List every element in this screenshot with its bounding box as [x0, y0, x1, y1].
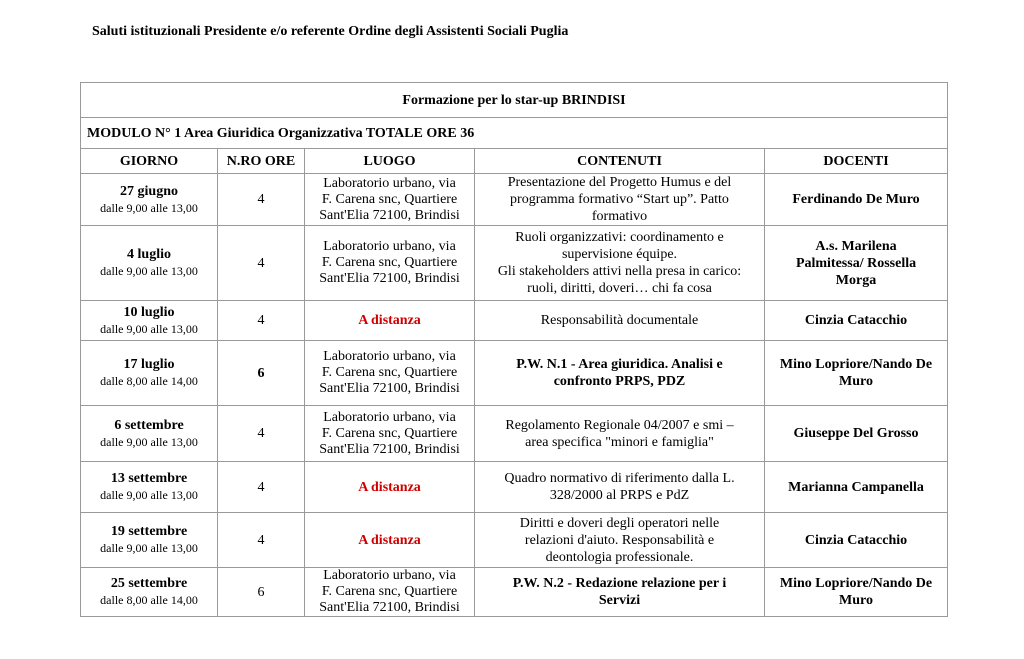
cell-luogo [305, 406, 475, 462]
place-line: Laboratorio urbano, via [323, 349, 456, 364]
cell-ore: 4 [218, 301, 305, 341]
place-line: F. Carena snc, Quartiere [321, 365, 458, 380]
content-line: Servizi [598, 593, 641, 608]
cell-docenti [765, 341, 948, 406]
content-line: Presentazione del Progetto Humus e del [507, 175, 732, 190]
hours-label: dalle 9,00 alle 13,00 [100, 541, 198, 555]
content-line: ruoli, diritti, doveri… chi fa cosa [527, 281, 712, 296]
cell-docenti [765, 226, 948, 301]
cell-luogo [305, 301, 475, 341]
place-line: Sant'Elia 72100, Brindisi [319, 207, 460, 223]
table-row [81, 341, 948, 406]
cell-giorno [81, 462, 218, 513]
cell-luogo [305, 513, 475, 568]
hours-label: dalle 9,00 alle 13,00 [100, 434, 198, 449]
cell-ore: 4 [218, 462, 305, 513]
place-line: Sant'Elia 72100, Brindisi [319, 271, 460, 286]
docente-line: Cinzia Catacchio [804, 313, 908, 328]
docente-line: Muro [839, 593, 873, 608]
hours-label: dalle 9,00 alle 13,00 [100, 264, 198, 278]
cell-docenti [765, 513, 948, 568]
place-line: Sant'Elia 72100, Brindisi [319, 600, 460, 615]
day-label: 27 giugno [120, 183, 178, 199]
table-row [81, 568, 948, 617]
cell-ore: 4 [218, 406, 305, 462]
module-row [81, 118, 948, 149]
content-line: programma formativo “Start up”. Patto [510, 192, 729, 207]
table-row [81, 174, 948, 226]
place-line: Sant'Elia 72100, Brindisi [319, 381, 460, 396]
header-ore: N.RO ORE [218, 149, 305, 174]
day-label: 25 settembre [110, 576, 188, 591]
remote-label: A distanza [358, 313, 421, 328]
cell-giorno [81, 301, 218, 341]
day-label: 4 luglio [127, 247, 171, 262]
content-line: Regolamento Regionale 04/2007 e smi – [505, 417, 734, 433]
module-title: MODULO N° 1 Area Giuridica Organizzativa TOTALE ORE 36 [81, 118, 948, 149]
day-label: 19 settembre [110, 524, 188, 539]
content-line: Quadro normativo di riferimento dalla L. [504, 471, 735, 486]
table-row [81, 462, 948, 513]
hours-label: dalle 9,00 alle 13,00 [100, 321, 198, 336]
content-line: P.W. N.1 - Area giuridica. Analisi e [516, 357, 723, 372]
place-line: F. Carena snc, Quartiere [321, 255, 458, 270]
cell-contenuti [475, 462, 765, 513]
cell-contenuti [475, 513, 765, 568]
cell-giorno [81, 406, 218, 462]
cell-contenuti [475, 301, 765, 341]
content-line: P.W. N.2 - Redazione relazione per i [512, 576, 727, 591]
content-line: relazioni d'aiuto. Responsabilità e [524, 532, 715, 548]
content-line: area specifica "minori e famiglia" [525, 434, 714, 450]
content-line: Gli stakeholders attivi nella presa in carico: [497, 264, 742, 279]
docente-line: Palmitessa/ Rossella [795, 255, 917, 271]
cell-giorno [81, 174, 218, 226]
cell-docenti [765, 174, 948, 226]
cell-giorno [81, 341, 218, 406]
content-line: Diritti e doveri degli operatori nelle [519, 515, 720, 531]
header-luogo: LUOGO [305, 149, 475, 174]
cell-docenti [765, 568, 948, 617]
cell-giorno [81, 513, 218, 568]
place-line: Laboratorio urbano, via [323, 568, 456, 583]
docente-line: Mino Lopriore/Nando De [779, 357, 933, 372]
docente-line: Morga [835, 272, 877, 288]
cell-ore: 4 [218, 513, 305, 568]
cell-luogo [305, 568, 475, 617]
docente-line: Ferdinando De Muro [792, 192, 920, 207]
place-line: F. Carena snc, Quartiere [321, 425, 458, 441]
content-line: Ruoli organizzativi: coordinamento e [515, 230, 724, 245]
remote-label: A distanza [358, 532, 421, 548]
cell-luogo [305, 462, 475, 513]
header-row [81, 149, 948, 174]
docente-line: Cinzia Catacchio [804, 532, 908, 548]
hours-label: dalle 9,00 alle 13,00 [100, 488, 198, 502]
cell-ore: 6 [218, 568, 305, 617]
day-label: 10 luglio [123, 304, 175, 320]
cell-contenuti [475, 226, 765, 301]
place-line: Laboratorio urbano, via [323, 239, 456, 254]
content-line: confronto PRPS, PDZ [553, 374, 686, 389]
cell-contenuti [475, 341, 765, 406]
content-line: deontologia professionale. [545, 549, 694, 565]
header-contenuti: CONTENUTI [475, 149, 765, 174]
day-label: 17 luglio [123, 357, 175, 372]
content-line: Responsabilità documentale [540, 313, 699, 328]
table-row [81, 406, 948, 462]
cell-contenuti [475, 406, 765, 462]
content-line: supervisione équipe. [561, 247, 678, 262]
cell-docenti [765, 406, 948, 462]
cell-ore: 4 [218, 174, 305, 226]
cell-docenti [765, 301, 948, 341]
docente-line: Mino Lopriore/Nando De [779, 576, 933, 591]
cell-luogo [305, 174, 475, 226]
table-row [81, 513, 948, 568]
cell-giorno [81, 568, 218, 617]
content-line: formativo [591, 209, 648, 224]
cell-ore: 6 [218, 341, 305, 406]
header-docenti: DOCENTI [765, 149, 948, 174]
header-giorno: GIORNO [81, 149, 218, 174]
docente-line: Marianna Campanella [788, 479, 924, 495]
hours-label: dalle 8,00 alle 14,00 [100, 593, 198, 607]
cell-contenuti [475, 174, 765, 226]
day-label: 6 settembre [114, 417, 184, 433]
table-row [81, 301, 948, 341]
table-title-row [81, 83, 948, 118]
hours-label: dalle 9,00 alle 13,00 [100, 200, 198, 215]
place-line: Sant'Elia 72100, Brindisi [319, 441, 460, 457]
schedule-table [80, 82, 948, 617]
place-line: F. Carena snc, Quartiere [321, 191, 458, 207]
cell-ore: 4 [218, 226, 305, 301]
remote-label: A distanza [358, 479, 421, 495]
place-line: F. Carena snc, Quartiere [321, 584, 458, 599]
table-row [81, 226, 948, 301]
docente-line: A.s. Marilena [815, 238, 897, 254]
cell-docenti [765, 462, 948, 513]
cell-giorno [81, 226, 218, 301]
page-heading: Saluti istituzionali Presidente e/o referente Ordine degli Assistenti Sociali Puglia [92, 24, 569, 39]
hours-label: dalle 8,00 alle 14,00 [100, 374, 198, 388]
place-line: Laboratorio urbano, via [323, 409, 456, 425]
docente-line: Giuseppe Del Grosso [793, 426, 919, 441]
cell-luogo [305, 226, 475, 301]
cell-contenuti [475, 568, 765, 617]
table-title: Formazione per lo star-up BRINDISI [81, 83, 948, 118]
content-line: 328/2000 al PRPS e PdZ [549, 488, 690, 503]
place-line: Laboratorio urbano, via [323, 175, 456, 191]
docente-line: Muro [839, 374, 873, 389]
cell-luogo [305, 341, 475, 406]
day-label: 13 settembre [110, 471, 188, 486]
